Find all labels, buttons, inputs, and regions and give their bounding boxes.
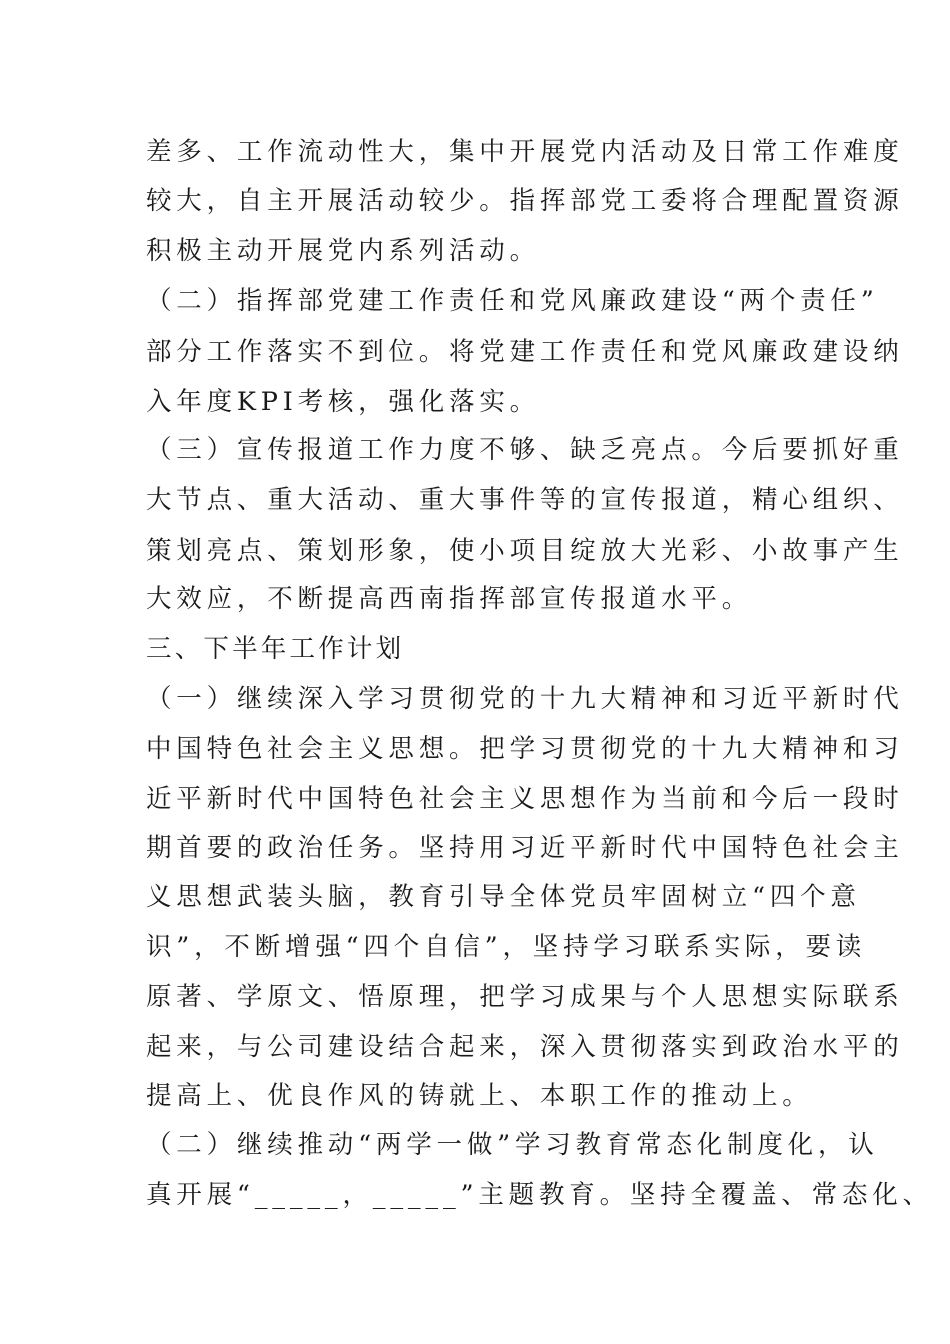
section-heading-line: （二）指挥部党建工作责任和党风廉政建设“两个责任” bbox=[146, 286, 879, 316]
section-heading-line: （一）继续深入学习贯彻党的十九大精神和习近平新时代 bbox=[146, 684, 904, 714]
section-heading-line: （三）宣传报道工作力度不够、缺乏亮点。今后要抓好重 bbox=[146, 435, 904, 465]
body-text-line: 较大，自主开展活动较少。指挥部党工委将合理配置资源 bbox=[146, 186, 904, 216]
body-text-line: 大节点、重大活动、重大事件等的宣传报道，精心组织、 bbox=[146, 485, 904, 515]
body-text-line: 中国特色社会主义思想。把学习贯彻党的十九大精神和习 bbox=[146, 734, 904, 764]
body-text-line: 期首要的政治任务。坚持用习近平新时代中国特色社会主 bbox=[146, 833, 904, 863]
body-text-line: 近平新时代中国特色社会主义思想作为当前和今后一段时 bbox=[146, 784, 904, 814]
body-text-line: 策划亮点、策划形象，使小项目绽放大光彩、小故事产生 bbox=[146, 536, 904, 566]
body-text-line: 起来，与公司建设结合起来，深入贯彻落实到政治水平的 bbox=[146, 1032, 904, 1062]
body-text-line: 积极主动开展党内系列活动。 bbox=[146, 236, 540, 266]
body-text-line: 原著、学原文、悟原理，把学习成果与个人思想实际联系 bbox=[146, 982, 904, 1012]
body-text-line: 提高上、优良作风的铸就上、本职工作的推动上。 bbox=[146, 1081, 813, 1111]
body-text-line: 义思想武装头脑，教育引导全体党员牢固树立“四个意 bbox=[146, 882, 861, 912]
body-text-line: 大效应，不断提高西南指挥部宣传报道水平。 bbox=[146, 584, 753, 614]
body-text-line: 部分工作落实不到位。将党建工作责任和党风廉政建设纳 bbox=[146, 337, 904, 367]
body-text-line: 入年度KPI考核，强化落实。 bbox=[146, 387, 540, 417]
body-text-line: 差多、工作流动性大，集中开展党内活动及日常工作难度 bbox=[146, 137, 904, 167]
section-heading-line: （二）继续推动“两学一做”学习教育常态化制度化，认 bbox=[146, 1130, 879, 1160]
chapter-heading: 三、下半年工作计划 bbox=[146, 634, 405, 664]
body-text-line: 真开展“_____，_____”主题教育。坚持全覆盖、常态化、 bbox=[146, 1180, 933, 1210]
body-text-line: 识”，不断增强“四个自信”，坚持学习联系实际，要读 bbox=[146, 932, 867, 962]
